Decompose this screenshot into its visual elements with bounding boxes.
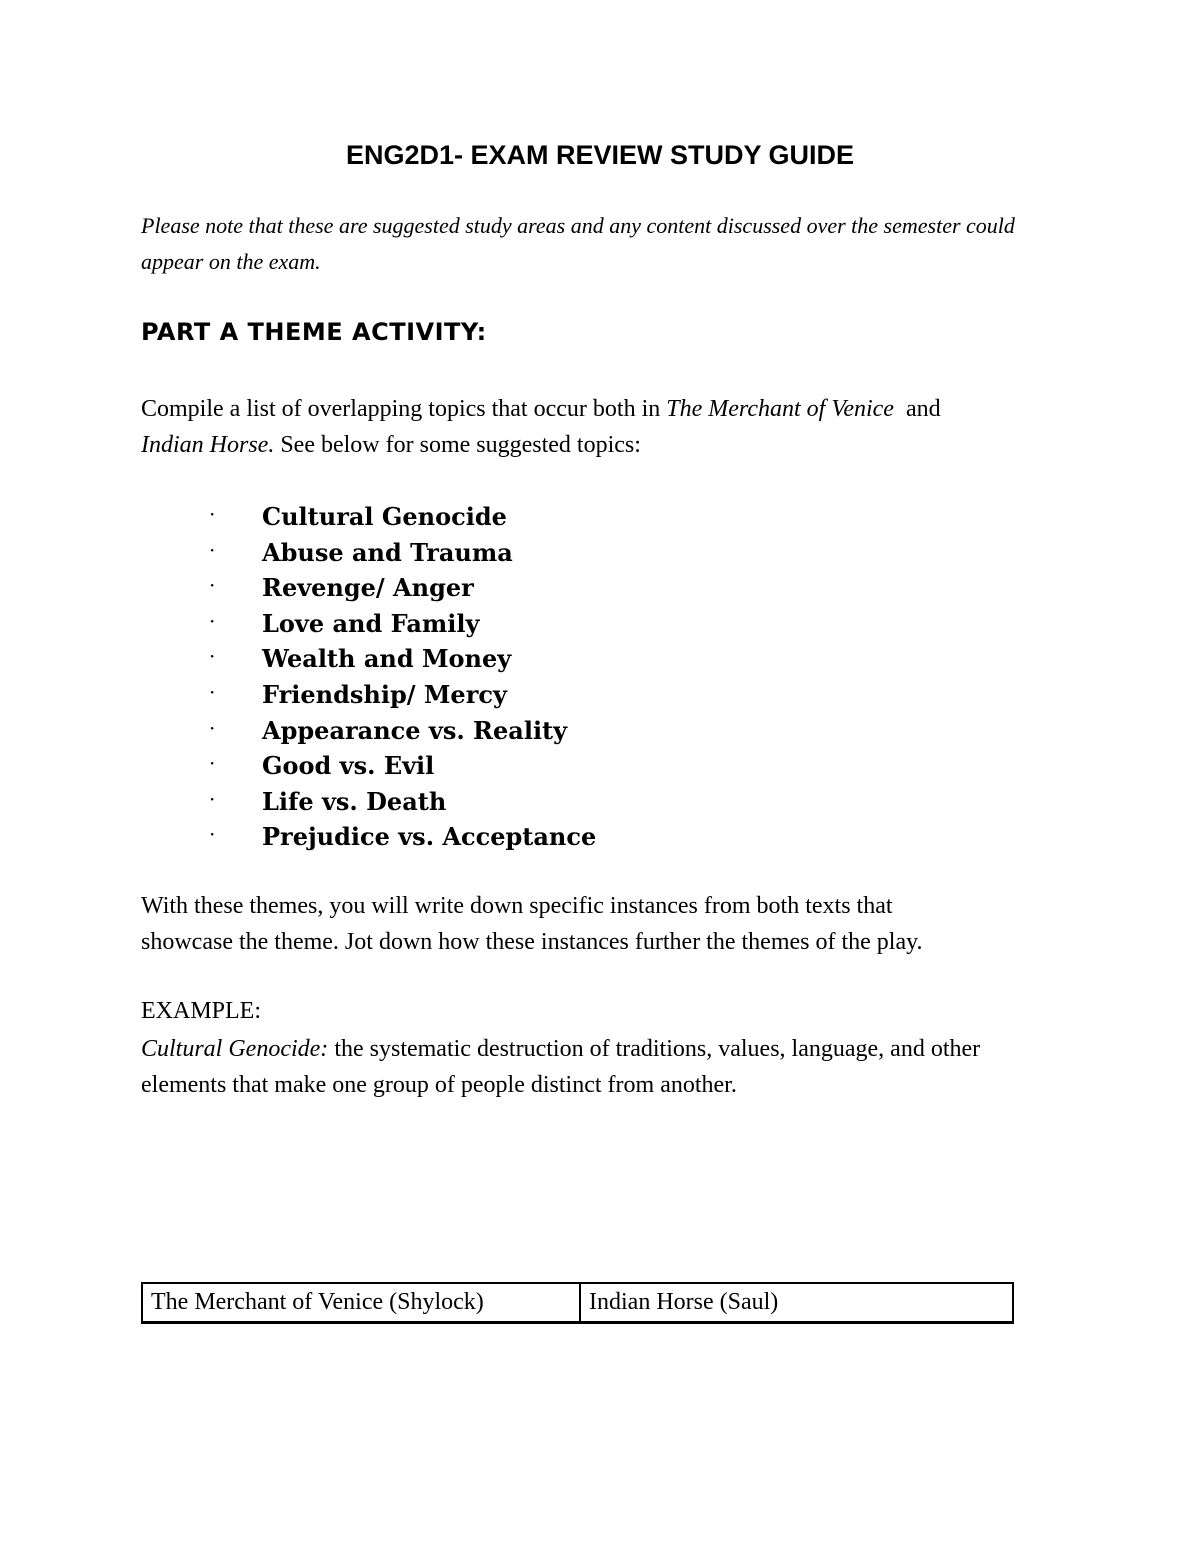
note-line-2: appear on the exam. [141,249,321,274]
intro-title-merchant: The Merchant of Venice [666,396,894,422]
topic-label: Prejudice vs. Acceptance [262,822,597,852]
table-header-merchant: The Merchant of Venice (Shylock) [142,1283,580,1323]
example-line-1 [141,1036,980,1063]
topic-label: Life vs. Death [262,786,447,816]
intro-line-1 [141,396,941,423]
topic-label: Wealth and Money [262,644,512,674]
instructions-line-1: With these themes, you will write down specific instances from both texts that [141,893,893,919]
bullet-icon: · [209,537,216,562]
part-a-heading: PART A THEME ACTIVITY: [141,318,487,346]
note-line-1: Please note that these are suggested study areas and any content discussed over the semester could [141,213,1015,238]
topic-label: Good vs. Evil [262,751,435,781]
bullet-icon: · [209,644,216,669]
bullet-icon: · [209,502,216,526]
bullet-icon: · [209,573,216,598]
bullet-icon: · [209,751,216,776]
bullet-icon: · [209,786,216,811]
example-term: Cultural Genocide: [141,1036,329,1062]
topic-label: Revenge/ Anger [262,573,474,603]
bullet-icon: · [209,608,216,633]
document-title: ENG2D1- EXAM REVIEW STUDY GUIDE [345,140,855,170]
bullet-icon: · [209,822,216,847]
intro-text: Compile a list of overlapping topics that occur both in [141,396,667,422]
topic-label: Love and Family [262,608,480,638]
bullet-icon: · [209,715,216,740]
example-definition: the systematic destruction of traditions, values, language, and other [328,1036,981,1062]
topic-label: Appearance vs. Reality [262,715,568,745]
bullet-icon: · [209,680,216,704]
topic-label: Cultural Genocide [262,502,507,531]
comparison-table [141,1282,1014,1324]
intro-line-2 [141,432,641,459]
example-line-2: elements that make one group of people distinct from another. [141,1072,737,1098]
topic-label: Abuse and Trauma [262,537,513,567]
topic-label: Friendship/ Mercy [262,680,507,709]
instructions-line-2: showcase the theme. Jot down how these instances further the themes of the play. [141,929,923,955]
table-header-row [142,1283,1013,1323]
table-header-indian-horse: Indian Horse (Saul) [580,1283,1013,1323]
intro-text: and [893,396,941,422]
example-heading: EXAMPLE: [141,998,261,1024]
intro-text: See below for some suggested topics: [274,432,641,458]
intro-title-indian-horse: Indian Horse. [141,432,275,458]
